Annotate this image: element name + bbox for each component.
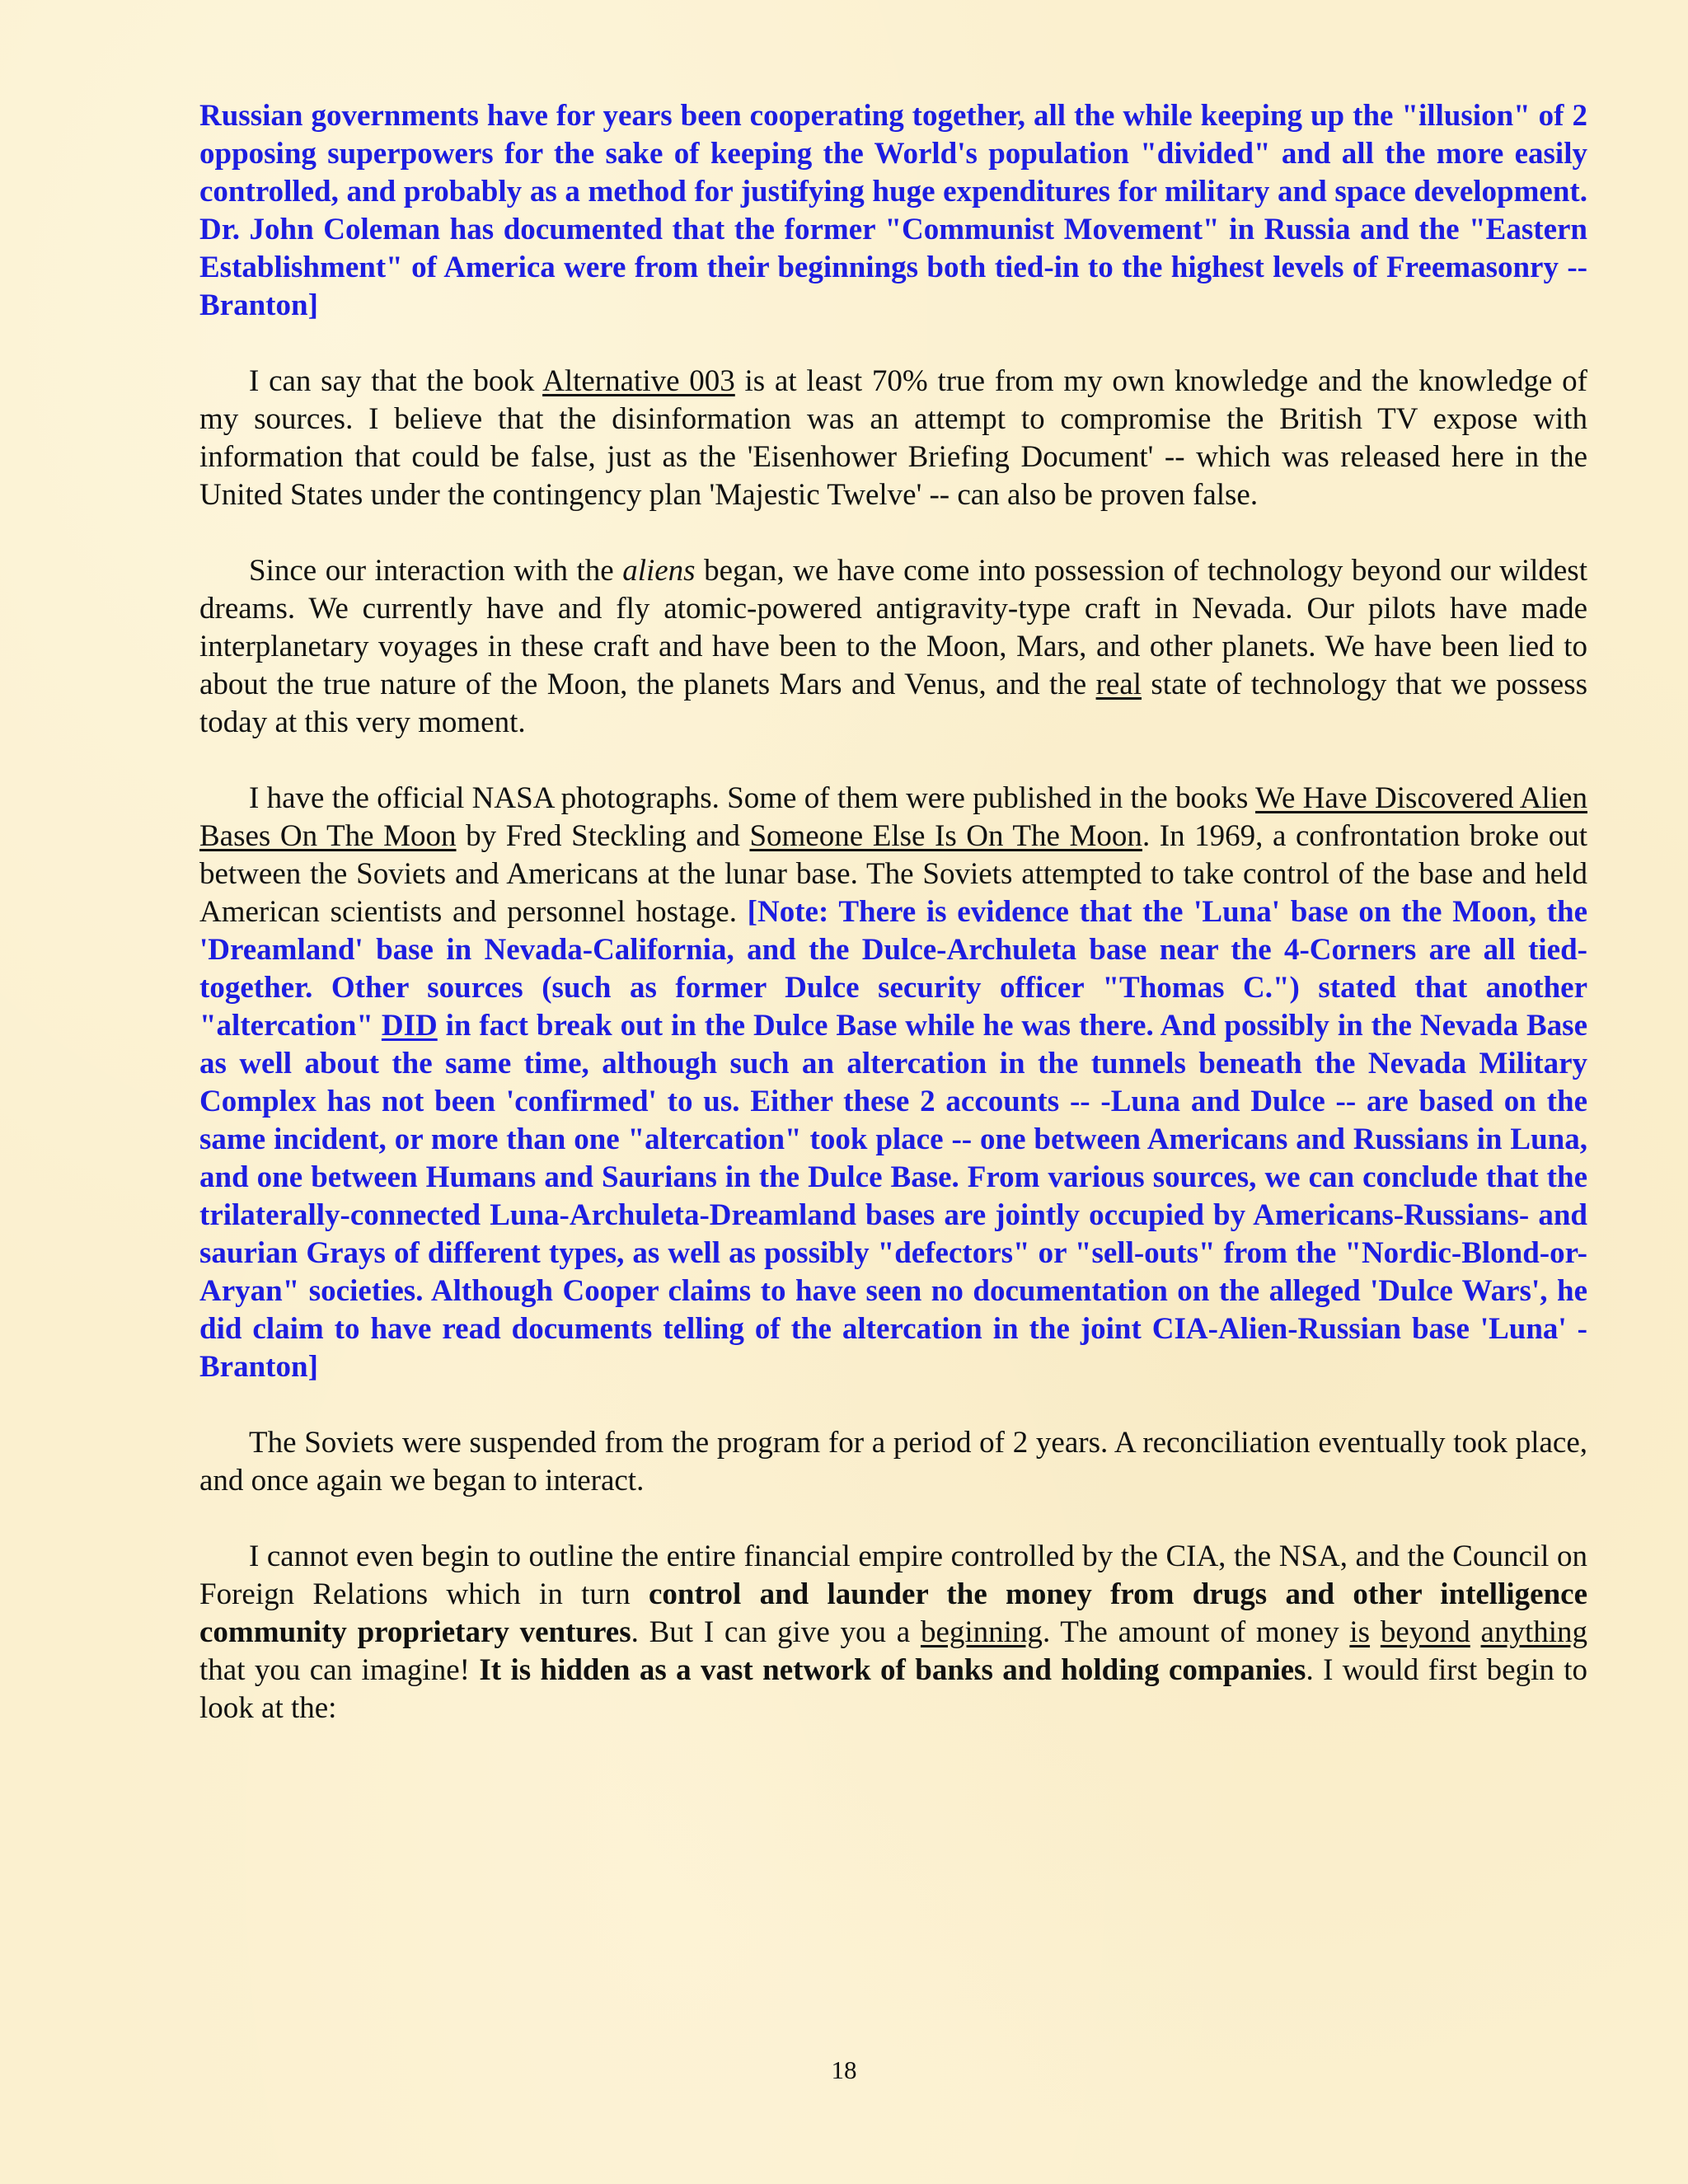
underlined-real: real <box>1095 668 1142 701</box>
text-run <box>1470 1615 1481 1649</box>
text-run: I have the official NASA photographs. Some of them were published in the books <box>249 781 1256 815</box>
bold-text: control and launder the money from drugs and other intelligence community proprietary ventures <box>199 1577 1587 1649</box>
bold-text: It is hidden as a vast network of banks and holding companies <box>479 1653 1306 1687</box>
paragraph-soviets-suspended <box>199 1424 1587 1500</box>
editor-note-inline: in fact break out in the Dulce Base while he was there. And possibly in the Nevada Base as well about the same time, although such an altercation in the tunnels beneath the Nevada Military Complex has not been 'confirmed' to us. Either these 2 accounts -- -Luna and Dulce -- are based on the same incident, or more than one "altercation" took place -- one between Americans and Russians in Luna, and one between Humans and Saurians in the Dulce Base. From various sources, we can conclude that the trilaterally-connected Luna-Archuleta-Dreamland bases are jointly occupied by Americans-Russians- and saurian Grays of different types, as well as possibly "defectors" or "sell-outs" from the "Nordic-Blond-or-Aryan" societies. Although Cooper claims to have seen no documentation on the alleged 'Dulce Wars', he did claim to have read documents telling of the altercation in the joint CIA-Alien-Russian base 'Luna' - Branton] <box>199 1009 1587 1384</box>
text-run: . I would first begin to look at the: <box>199 1653 1587 1725</box>
paragraph-aliens-technology <box>199 552 1587 742</box>
book-title-alien-bases: We Have Discovered Alien Bases On The Moon <box>199 781 1587 853</box>
paragraph-financial-empire <box>199 1538 1587 1727</box>
underlined-did: DID <box>381 1009 438 1043</box>
text-run: The Soviets were suspended from the program for a period of 2 years. A reconciliation eventually took place, and once again we began to interact. <box>199 1426 1587 1497</box>
editor-note-inline: [Note: There is evidence that the 'Luna' base on the Moon, the 'Dreamland' base in Nevada-California, and the Dulce-Archuleta base near the 4-Corners are all tied-together. Other sources (such as former Dulce security officer "Thomas C.") stated that another "altercation" <box>199 895 1587 1043</box>
paragraph-alternative-003 <box>199 363 1587 514</box>
paragraph-nasa-photographs <box>199 780 1587 1386</box>
text-run: Since our interaction with the <box>249 554 623 588</box>
text-run: that you can imagine! <box>199 1653 480 1687</box>
text-run: began, we have come into possession of technology beyond our wildest dreams. We currently have and fly atomic-powered antigravity-type craft in Nevada. Our pilots have made interplanetary voyages in these craft and have been to the Moon, Mars, and other planets. We have been lied to about the true nature of the Moon, the planets Mars and Venus, and the <box>199 554 1587 701</box>
book-title-alternative-003: Alternative 003 <box>542 364 735 398</box>
text-run: is at least 70% true from my own knowledge and the knowledge of my sources. I believe that the disinformation was an attempt to compromise the British TV expose with information that could be false, just as the 'Eisenhower Briefing Document' -- which was released here in the United States under the contingency plan 'Majestic Twelve' -- can also be proven false. <box>199 364 1587 512</box>
underlined-beginning: beginning <box>920 1615 1043 1649</box>
editor-note-text: Russian governments have for years been cooperating together, all the while keeping up the "illusion" of 2 opposing superpowers for the sake of keeping the World's population "divided" and all the more easily controlled, and probably as a method for justifying huge expenditures for military and space development. Dr. John Coleman has documented that the former "Communist Movement" in Russia and the "Eastern Establishment" of America were from their beginnings both tied-in to the highest levels of Freemasonry -- Branton] <box>199 99 1587 322</box>
editor-note-paragraph <box>199 97 1587 325</box>
document-body <box>199 97 1587 1765</box>
underlined-is: is <box>1349 1615 1371 1649</box>
book-title-someone-else: Someone Else Is On The Moon <box>749 819 1142 853</box>
text-run: by Fred Steckling and <box>456 819 750 853</box>
italic-aliens: aliens <box>622 554 696 588</box>
text-run: . In 1969, a confrontation broke out between the Soviets and Americans at the lunar base. The Soviets attempted to take control of the base and held American scientists and personnel hostage. <box>199 819 1587 929</box>
text-run: . But I can give you a <box>631 1615 921 1649</box>
text-run: I cannot even begin to outline the entire financial empire controlled by the CIA, the NSA, and the Council on Foreign Relations which in turn <box>199 1540 1587 1611</box>
text-run <box>1370 1615 1381 1649</box>
text-run: I can say that the book <box>249 364 543 398</box>
text-run: state of technology that we possess today at this very moment. <box>199 668 1587 739</box>
text-run: . The amount of money <box>1042 1615 1350 1649</box>
underlined-anything: anything <box>1480 1615 1588 1649</box>
page-number: 18 <box>831 2055 857 2084</box>
underlined-beyond: beyond <box>1380 1615 1470 1649</box>
